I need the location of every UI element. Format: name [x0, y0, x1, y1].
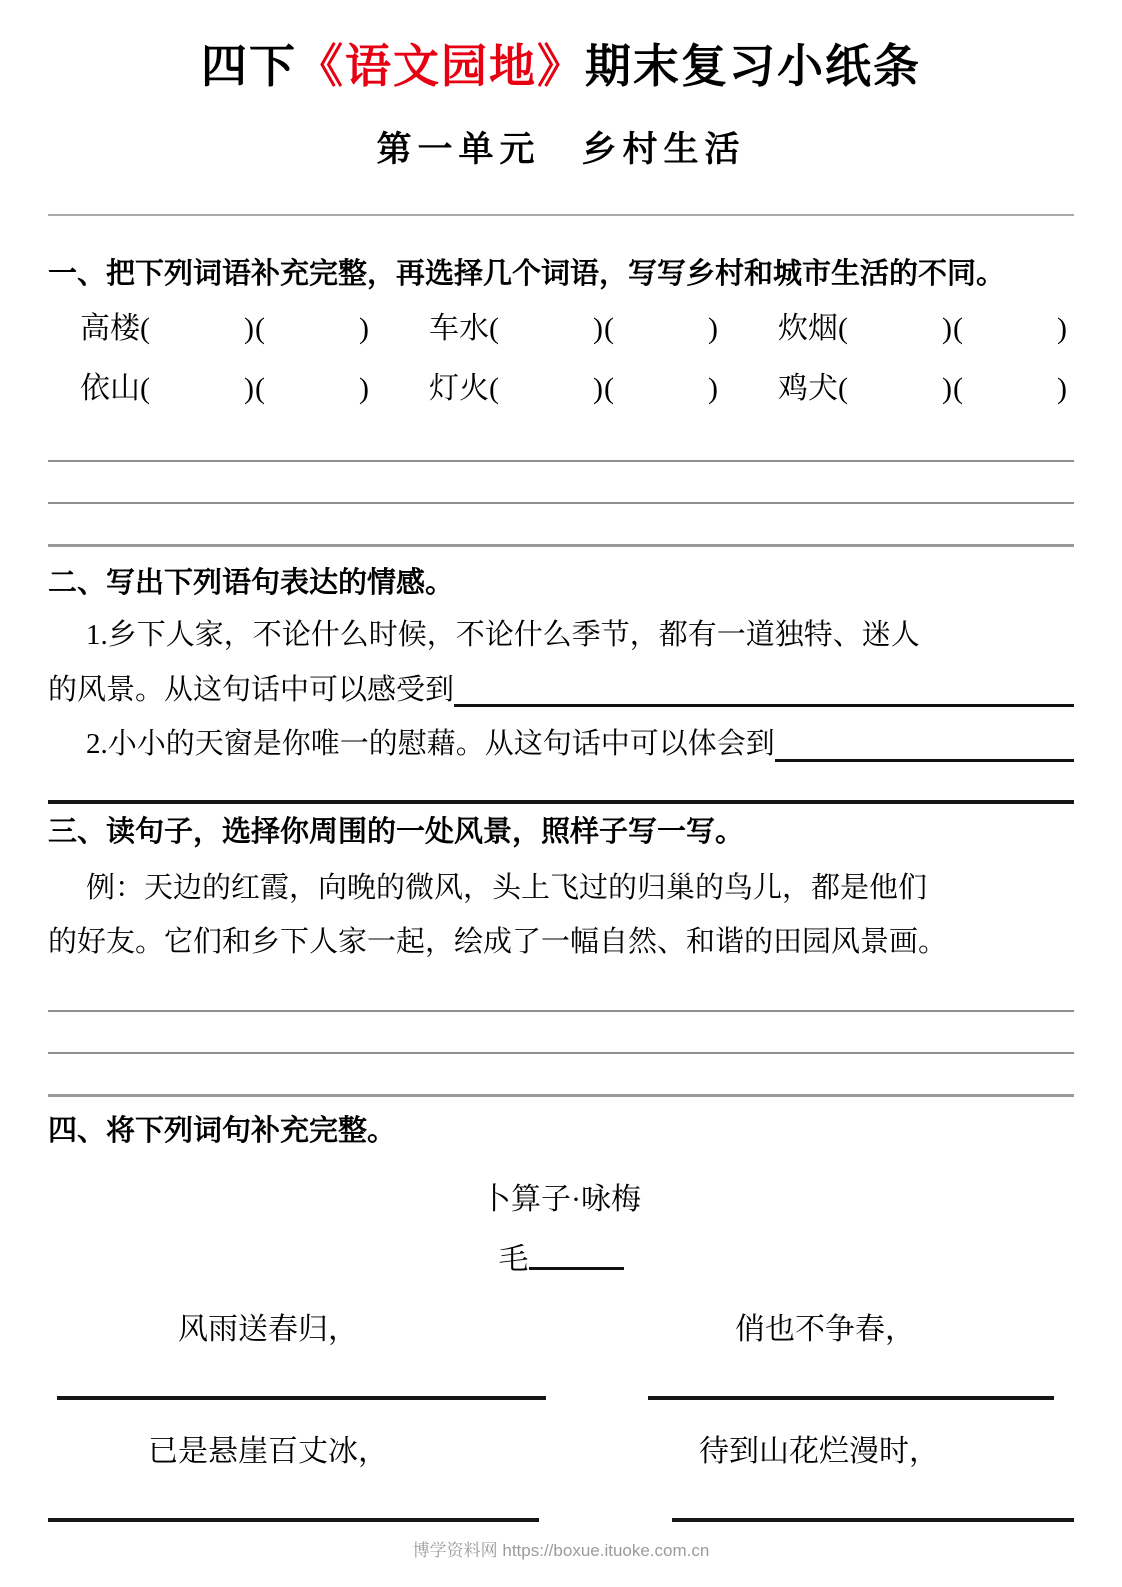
blank-underline: [775, 759, 1074, 762]
poem-line: 俏也不争春，: [735, 1313, 915, 1347]
fill-parentheses: ( )( ): [140, 371, 370, 405]
poem-blank-row-2: [48, 1518, 1074, 1522]
header-divider: [48, 214, 1074, 216]
answer-line: [48, 1052, 1074, 1054]
fill-parentheses: ( )( ): [838, 371, 1068, 405]
poem-author-prefix: 毛: [498, 1243, 529, 1277]
section2-heading: 二、写出下列语句表达的情感。: [48, 566, 455, 599]
word-row-2: [48, 359, 1074, 419]
fill-parentheses: ( )( ): [489, 311, 719, 345]
example-line1: 例：天边的红霞，向晚的微风，头上飞过的归巢的鸟儿，都是他们: [86, 871, 928, 904]
poem-author-row: [48, 1234, 1074, 1278]
unit-subtitle: 第一单元 乡村生活: [376, 129, 746, 169]
section3-heading: 三、读句子，选择你周围的一处风景，照样子写一写。: [48, 815, 745, 848]
sentence1-line2-row: [48, 663, 1074, 718]
blank-underline: [454, 704, 1074, 707]
poem-line: 待到山花烂漫时，: [699, 1435, 939, 1469]
poem-blank-row-1: [48, 1396, 1074, 1400]
sentence1-line1: 1.乡下人家，不论什么时候，不论什么季节，都有一道独特、迷人: [86, 619, 920, 652]
sentence1-line2: 的风景。从这句话中可以感受到: [48, 673, 455, 706]
section-divider: [48, 1094, 1074, 1097]
section-divider: [48, 544, 1074, 547]
fill-parentheses: ( )( ): [838, 311, 1068, 345]
answer-line: [48, 502, 1074, 504]
word-stem: 鸡犬: [778, 371, 839, 405]
word-row-1: [48, 299, 1074, 359]
answer-line: [57, 1396, 546, 1400]
word-item: [80, 359, 370, 419]
poem-line: 已是悬崖百丈冰，: [148, 1435, 388, 1469]
section4-heading: 四、将下列词句补充完整。: [48, 1114, 397, 1147]
word-stem: 车水: [429, 311, 490, 345]
poem-title: 卜算子·咏梅: [481, 1183, 641, 1217]
sentence2-row: [48, 717, 1074, 772]
title-suffix: 期末复习小纸条: [585, 41, 921, 92]
sentence2-line: 2.小小的天窗是你唯一的慰藉。从这句话中可以体会到: [86, 728, 775, 761]
answer-line: [672, 1518, 1074, 1522]
page-title: [48, 38, 1074, 96]
word-stem: 炊烟: [778, 311, 839, 345]
poem-row-2: [48, 1428, 1074, 1476]
fill-parentheses: ( )( ): [489, 371, 719, 405]
fill-parentheses: ( )( ): [140, 311, 370, 345]
word-item: [778, 299, 1068, 359]
poem-line: 风雨送春归，: [178, 1313, 358, 1347]
word-stem: 依山: [80, 371, 140, 405]
blank-underline: [529, 1267, 624, 1270]
word-item: [429, 359, 719, 419]
answer-line: [48, 1518, 539, 1522]
answer-line: [48, 800, 1074, 804]
word-stem: 灯火: [429, 371, 490, 405]
word-item: [778, 359, 1068, 419]
example-line2: 的好友。它们和乡下人家一起，绘成了一幅自然、和谐的田园风景画。: [48, 926, 948, 959]
word-stem: 高楼: [80, 311, 140, 345]
title-prefix: 四下: [201, 41, 297, 92]
word-item: [429, 299, 719, 359]
answer-line: [48, 460, 1074, 462]
answer-line: [648, 1396, 1054, 1400]
title-highlight: 《语文园地》: [297, 41, 585, 92]
word-item: [80, 299, 370, 359]
footer-site-link[interactable]: 博学资料网 https://boxue.ituoke.com.cn: [412, 1541, 710, 1560]
answer-line: [48, 1010, 1074, 1012]
section1-heading: 一、把下列词语补充完整，再选择几个词语，写写乡村和城市生活的不同。: [48, 257, 1006, 290]
poem-row-1: [48, 1306, 1074, 1354]
